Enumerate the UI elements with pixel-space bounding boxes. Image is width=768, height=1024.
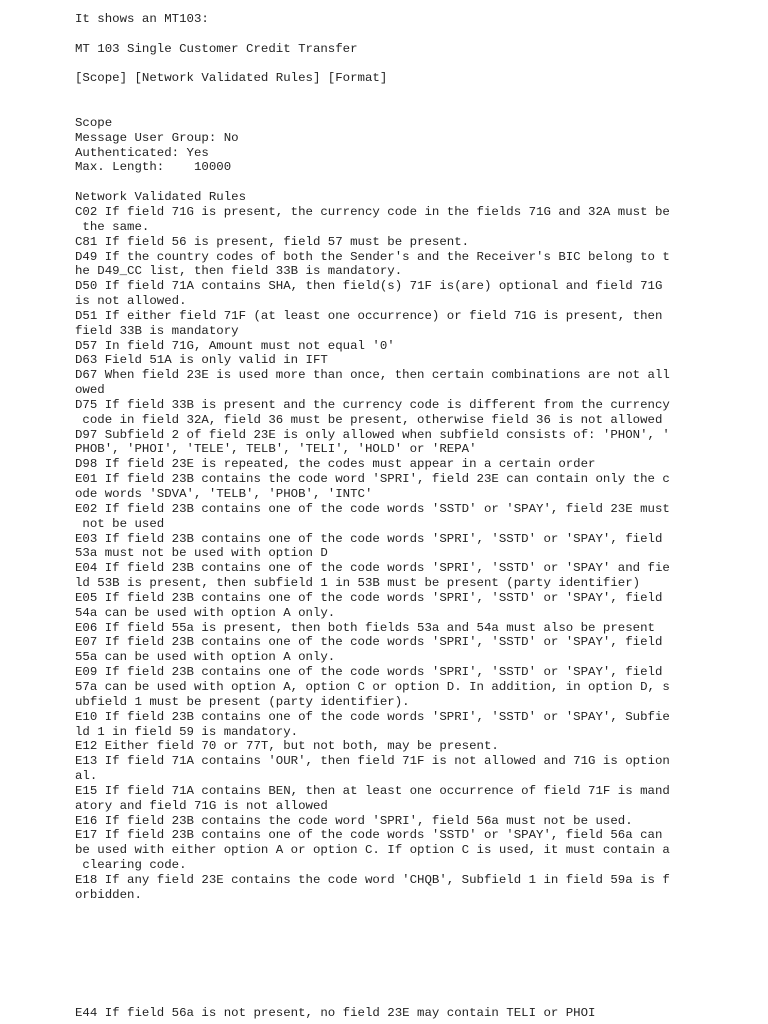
rule-line: D63 Field 51A is only valid in IFT bbox=[75, 353, 328, 368]
rule-line: 55a can be used with option A only. bbox=[75, 650, 336, 665]
rule-line: owed bbox=[75, 383, 105, 398]
rule-line: D67 When field 23E is used more than once, then certain combinations are not all bbox=[75, 368, 670, 383]
rules-heading: Network Validated Rules bbox=[75, 190, 247, 205]
document-body bbox=[75, 12, 755, 903]
rule-line: E17 If field 23B contains one of the code words 'SSTD' or 'SPAY', field 56a can bbox=[75, 828, 663, 843]
rule-line: D51 If either field 71F (at least one occurrence) or field 71G is present, then bbox=[75, 308, 663, 323]
scope-max-length: Max. Length: 10000 bbox=[75, 160, 232, 175]
rule-line: E09 If field 23B contains one of the code words 'SPRI', 'SSTD' or 'SPAY', field bbox=[75, 665, 663, 680]
rule-line: ld 53B is present, then subfield 1 in 53B must be present (party identifier) bbox=[75, 576, 641, 591]
page-title: MT 103 Single Customer Credit Transfer bbox=[75, 41, 358, 56]
rule-line: E05 If field 23B contains one of the code words 'SPRI', 'SSTD' or 'SPAY', field bbox=[75, 590, 663, 605]
rule-line: he D49_CC list, then field 33B is mandatory. bbox=[75, 264, 403, 279]
rule-line: D97 Subfield 2 of field 23E is only allowed when subfield consists of: 'PHON', ' bbox=[75, 427, 670, 442]
rule-line: E06 If field 55a is present, then both fields 53a and 54a must also be present bbox=[75, 620, 655, 635]
rule-line: D75 If field 33B is present and the currency code is different from the currency bbox=[75, 397, 670, 412]
rule-line: E12 Either field 70 or 77T, but not both, may be present. bbox=[75, 739, 499, 754]
rule-line: D98 If field 23E is repeated, the codes must appear in a certain order bbox=[75, 457, 596, 472]
rule-line: PHOB', 'PHOI', 'TELE', TELB', 'TELI', 'HOLD' or 'REPA' bbox=[75, 442, 477, 457]
rule-line: not be used bbox=[75, 516, 165, 531]
rule-line: D50 If field 71A contains SHA, then field(s) 71F is(are) optional and field 71G bbox=[75, 279, 663, 294]
rule-line: D57 In field 71G, Amount must not equal '0' bbox=[75, 338, 395, 353]
rule-line: E15 If field 71A contains BEN, then at least one occurrence of field 71F is mand bbox=[75, 783, 670, 798]
section-nav-links: [Scope] [Network Validated Rules] [Format] bbox=[75, 71, 388, 86]
rule-line: 53a must not be used with option D bbox=[75, 546, 328, 561]
spacer bbox=[75, 175, 755, 190]
intro-text: It shows an MT103: bbox=[75, 12, 209, 26]
rule-line: the same. bbox=[75, 219, 150, 234]
spacer bbox=[75, 57, 755, 72]
scope-authenticated: Authenticated: Yes bbox=[75, 145, 209, 160]
rule-line: C81 If field 56 is present, field 57 must be present. bbox=[75, 234, 470, 249]
rule-line: E16 If field 23B contains the code word 'SPRI', field 56a must not be used. bbox=[75, 813, 633, 828]
rule-line: E04 If field 23B contains one of the code words 'SPRI', 'SSTD' or 'SPAY' and fie bbox=[75, 561, 670, 576]
rule-line: C02 If field 71G is present, the currency code in the fields 71G and 32A must be bbox=[75, 204, 670, 219]
rule-line: atory and field 71G is not allowed bbox=[75, 798, 328, 813]
rule-line: ode words 'SDVA', 'TELB', 'PHOB', 'INTC' bbox=[75, 487, 373, 501]
spacer bbox=[75, 86, 755, 101]
rules-list bbox=[75, 205, 755, 903]
spacer bbox=[75, 101, 755, 116]
rule-line: field 33B is mandatory bbox=[75, 323, 239, 338]
rule-line: E13 If field 71A contains 'OUR', then field 71F is not allowed and 71G is option bbox=[75, 754, 670, 769]
rule-line: D49 If the country codes of both the Sender's and the Receiver's BIC belong to t bbox=[75, 249, 670, 264]
rule-line: be used with either option A or option C. If option C is used, it must contain a bbox=[75, 843, 670, 858]
scope-heading: Scope bbox=[75, 115, 113, 130]
spacer bbox=[75, 27, 755, 42]
rule-line: ubfield 1 must be present (party identifier). bbox=[75, 694, 410, 709]
rule-line: ld 1 in field 59 is mandatory. bbox=[75, 724, 299, 739]
rule-line: is not allowed. bbox=[75, 294, 187, 309]
rule-line: E01 If field 23B contains the code word 'SPRI', field 23E can contain only the c bbox=[75, 472, 670, 487]
rule-line: al. bbox=[75, 769, 98, 784]
rule-line: E07 If field 23B contains one of the code words 'SPRI', 'SSTD' or 'SPAY', field bbox=[75, 635, 663, 650]
rule-line: code in field 32A, field 36 must be present, otherwise field 36 is not allowed bbox=[75, 412, 663, 427]
rule-line: E18 If any field 23E contains the code word 'CHQB', Subfield 1 in field 59a is f bbox=[75, 872, 670, 887]
rule-e44: E44 If field 56a is not present, no field 23E may contain TELI or PHOI bbox=[75, 1006, 596, 1020]
rule-line: orbidden. bbox=[75, 887, 142, 902]
rule-line: 54a can be used with option A only. bbox=[75, 605, 336, 620]
scope-message-user-group: Message User Group: No bbox=[75, 130, 239, 145]
rule-line: E10 If field 23B contains one of the code words 'SPRI', 'SSTD' or 'SPAY', Subfie bbox=[75, 709, 670, 724]
rule-line: E03 If field 23B contains one of the code words 'SPRI', 'SSTD' or 'SPAY', field bbox=[75, 531, 663, 546]
rule-line: 57a can be used with option A, option C or option D. In addition, in option D, s bbox=[75, 679, 670, 694]
rule-line: clearing code. bbox=[75, 858, 187, 873]
rule-line: E02 If field 23B contains one of the code words 'SSTD' or 'SPAY', field 23E must bbox=[75, 501, 670, 516]
